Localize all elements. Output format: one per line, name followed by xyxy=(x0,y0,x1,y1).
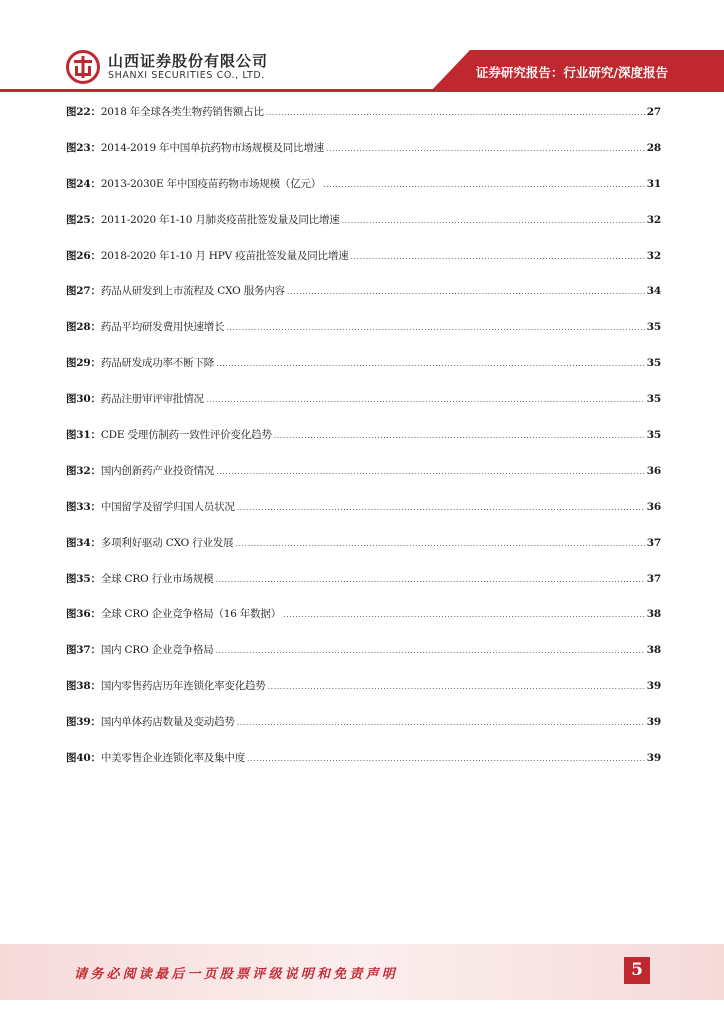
toc-page-number: 35 xyxy=(646,393,661,406)
toc-figure-label: 图24： xyxy=(66,177,101,190)
toc-page-number: 31 xyxy=(646,177,661,190)
toc-leader-dots xyxy=(216,467,645,476)
toc-page-number: 37 xyxy=(646,572,661,585)
toc-leader-dots xyxy=(283,610,645,619)
toc-leader-dots xyxy=(237,503,645,512)
toc-leader-dots xyxy=(266,108,645,117)
toc-leader-dots xyxy=(323,180,645,189)
toc-figure-title: 全球 CRO 行业市场规模 xyxy=(100,572,214,585)
toc-figure-label: 图34： xyxy=(66,536,101,549)
toc-leader-dots xyxy=(326,144,645,153)
toc-figure-title: 国内单体药店数量及变动趋势 xyxy=(100,716,235,729)
toc-row[interactable] xyxy=(66,140,661,176)
toc-row[interactable] xyxy=(66,283,661,319)
toc-page-number: 35 xyxy=(646,429,661,442)
toc-leader-dots xyxy=(350,252,644,261)
toc-figure-label: 图26： xyxy=(66,249,101,262)
toc-row[interactable] xyxy=(66,535,661,571)
toc-figure-title: 药品平均研发费用快速增长 xyxy=(100,321,225,334)
toc-page-number: 39 xyxy=(646,752,661,765)
toc-page-number: 39 xyxy=(646,716,661,729)
toc-figure-title: 药品从研发到上市流程及 CXO 服务内容 xyxy=(100,285,285,298)
toc-page-number: 35 xyxy=(646,357,661,370)
toc-figure-title: 全球 CRO 企业竞争格局（16 年数据） xyxy=(100,608,282,621)
toc-figure-label: 图23： xyxy=(66,141,101,154)
toc-row[interactable] xyxy=(66,355,661,391)
toc-leader-dots xyxy=(216,359,645,368)
toc-figure-label: 图35： xyxy=(66,572,101,585)
figure-list xyxy=(66,104,661,786)
toc-page-number: 34 xyxy=(646,285,661,298)
toc-leader-dots xyxy=(268,682,645,691)
toc-page-number: 38 xyxy=(646,644,661,657)
toc-page-number: 39 xyxy=(646,680,661,693)
toc-page-number: 38 xyxy=(646,608,661,621)
toc-figure-label: 图28： xyxy=(66,321,101,334)
report-type: 证券研究报告：行业研究/深度报告 xyxy=(475,65,668,80)
toc-row[interactable] xyxy=(66,750,661,786)
toc-page-number: 36 xyxy=(646,464,661,477)
toc-figure-label: 图39： xyxy=(66,716,101,729)
toc-figure-title: 多项利好驱动 CXO 行业发展 xyxy=(100,536,234,549)
toc-leader-dots xyxy=(206,395,645,404)
toc-page-number: 35 xyxy=(646,321,661,334)
toc-figure-title: 2018-2020 年1-10 月 HPV 疫苗批签发量及同比增速 xyxy=(100,249,349,262)
toc-row[interactable] xyxy=(66,104,661,140)
toc-figure-title: 国内零售药店历年连锁化率变化趋势 xyxy=(100,680,266,693)
toc-figure-title: 国内创新药产业投资情况 xyxy=(100,464,215,477)
toc-figure-title: 2011-2020 年1-10 月肺炎疫苗批签发量及同比增速 xyxy=(100,213,340,226)
toc-row[interactable] xyxy=(66,571,661,607)
toc-leader-dots xyxy=(215,575,644,584)
toc-page-number: 27 xyxy=(646,106,661,118)
toc-page-number: 37 xyxy=(646,536,661,549)
toc-row[interactable] xyxy=(66,212,661,248)
toc-figure-title: 2013-2030E 年中国疫苗药物市场规模（亿元） xyxy=(100,177,322,190)
page-header xyxy=(0,0,724,92)
toc-row[interactable] xyxy=(66,714,661,750)
toc-page-number: 32 xyxy=(646,213,661,226)
toc-figure-label: 图40： xyxy=(66,752,101,765)
toc-row[interactable] xyxy=(66,391,661,427)
toc-figure-label: 图32： xyxy=(66,464,101,477)
toc-row[interactable] xyxy=(66,606,661,642)
toc-figure-title: 药品研发成功率不断下降 xyxy=(100,357,215,370)
toc-figure-label: 图37： xyxy=(66,644,101,657)
toc-figure-label: 图31： xyxy=(66,429,101,442)
toc-figure-label: 图33： xyxy=(66,500,101,513)
toc-row[interactable] xyxy=(66,463,661,499)
toc-figure-label: 图38： xyxy=(66,680,101,693)
toc-leader-dots xyxy=(235,539,644,548)
toc-row[interactable] xyxy=(66,427,661,463)
toc-row[interactable] xyxy=(66,248,661,284)
company-name-en: SHANXI SECURITIES CO., LTD. xyxy=(108,70,265,81)
toc-row[interactable] xyxy=(66,678,661,714)
toc-figure-label: 图30： xyxy=(66,393,101,406)
toc-figure-title: 2014-2019 年中国单抗药物市场规模及同比增速 xyxy=(100,141,324,154)
footer-disclaimer: 请务必阅读最后一页股票评级说明和免责声明 xyxy=(74,967,399,982)
toc-figure-title: 中国留学及留学归国人员状况 xyxy=(100,500,235,513)
company-name-cn: 山西证券股份有限公司 xyxy=(108,52,269,70)
toc-row[interactable] xyxy=(66,642,661,678)
toc-leader-dots xyxy=(226,323,644,332)
toc-figure-label: 图36： xyxy=(66,608,101,621)
toc-leader-dots xyxy=(274,431,645,440)
toc-leader-dots xyxy=(237,718,645,727)
toc-page-number: 28 xyxy=(646,141,661,154)
toc-leader-dots xyxy=(342,216,645,225)
toc-figure-title: CDE 受理仿制药一致性评价变化趋势 xyxy=(100,429,272,442)
toc-leader-dots xyxy=(247,754,645,763)
company-logo-icon xyxy=(66,50,100,84)
toc-row[interactable] xyxy=(66,176,661,212)
toc-figure-label: 图25： xyxy=(66,213,101,226)
toc-figure-title: 药品注册审评审批情况 xyxy=(100,393,204,406)
toc-figure-title: 2018 年全球各类生物药销售额占比 xyxy=(100,106,264,118)
page-number: 5 xyxy=(624,957,650,984)
toc-figure-label: 图29： xyxy=(66,357,101,370)
toc-row[interactable] xyxy=(66,499,661,535)
toc-leader-dots xyxy=(287,287,645,296)
toc-page-number: 36 xyxy=(646,500,661,513)
toc-figure-title: 中美零售企业连锁化率及集中度 xyxy=(100,752,246,765)
toc-figure-label: 图27： xyxy=(66,285,101,298)
toc-page-number: 32 xyxy=(646,249,661,262)
toc-figure-label: 图22： xyxy=(66,106,101,118)
toc-leader-dots xyxy=(215,646,644,655)
toc-row[interactable] xyxy=(66,319,661,355)
toc-figure-title: 国内 CRO 企业竞争格局 xyxy=(100,644,214,657)
